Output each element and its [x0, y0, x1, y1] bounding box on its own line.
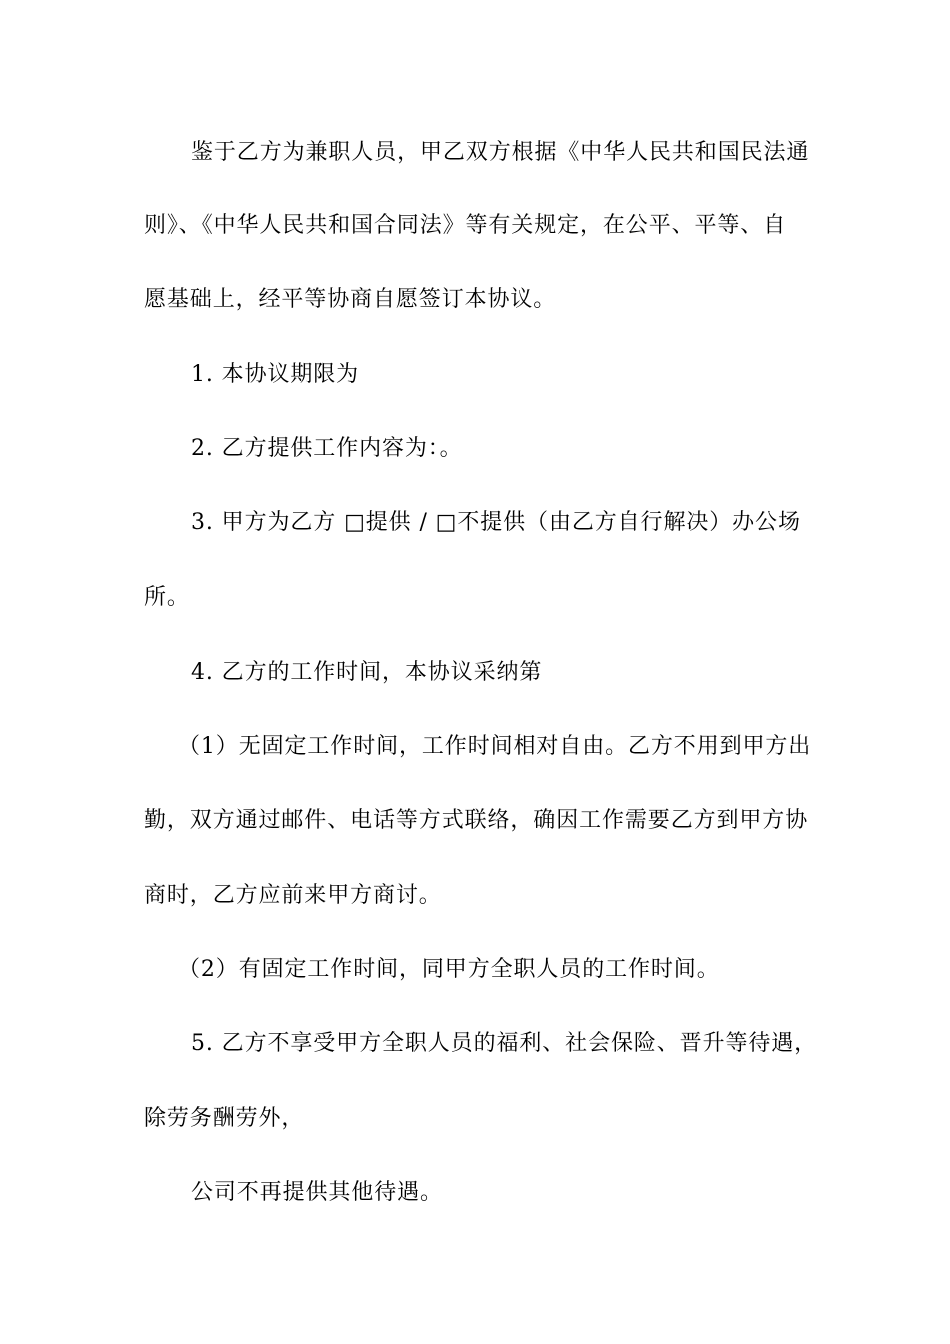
preamble-line-2: 则》、《中华人民共和国合同法》等有关规定，在公平、平等、自	[144, 213, 787, 238]
clause-4-option-1-line-3: 商时，乙方应前来甲方商讨。	[144, 883, 442, 908]
clause-5-line-3: 公司不再提供其他待遇。	[191, 1180, 443, 1205]
clause-3-line-2: 所。	[144, 585, 190, 610]
preamble-line-3: 愿基础上，经平等协商自愿签订本协议。	[144, 287, 557, 312]
clause-4-option-1-line-1: （1）无固定工作时间，工作时间相对自由。乙方不用到甲方出	[178, 734, 812, 759]
preamble-line-1: 鉴于乙方为兼职人员，甲乙双方根据《中华人民共和国民法通	[191, 140, 810, 165]
clause-4: 4. 乙方的工作时间，本协议采纳第	[191, 660, 543, 685]
clause-4-option-2: （2）有固定工作时间，同甲方全职人员的工作时间。	[178, 957, 720, 982]
clause-5-line-1: 5. 乙方不享受甲方全职人员的福利、社会保险、晋升等待遇，	[191, 1031, 818, 1056]
clause-5-line-2: 除劳务酬劳外，	[144, 1106, 305, 1131]
clause-1: 1. 本协议期限为	[191, 362, 360, 387]
clause-3-line-1: 3. 甲方为乙方 □提供 / □不提供（由乙方自行解决）办公场	[191, 510, 801, 535]
clause-4-option-1-line-2: 勤，双方通过邮件、电话等方式联络，确因工作需要乙方到甲方协	[144, 808, 809, 833]
clause-2: 2. 乙方提供工作内容为：。	[191, 436, 463, 461]
